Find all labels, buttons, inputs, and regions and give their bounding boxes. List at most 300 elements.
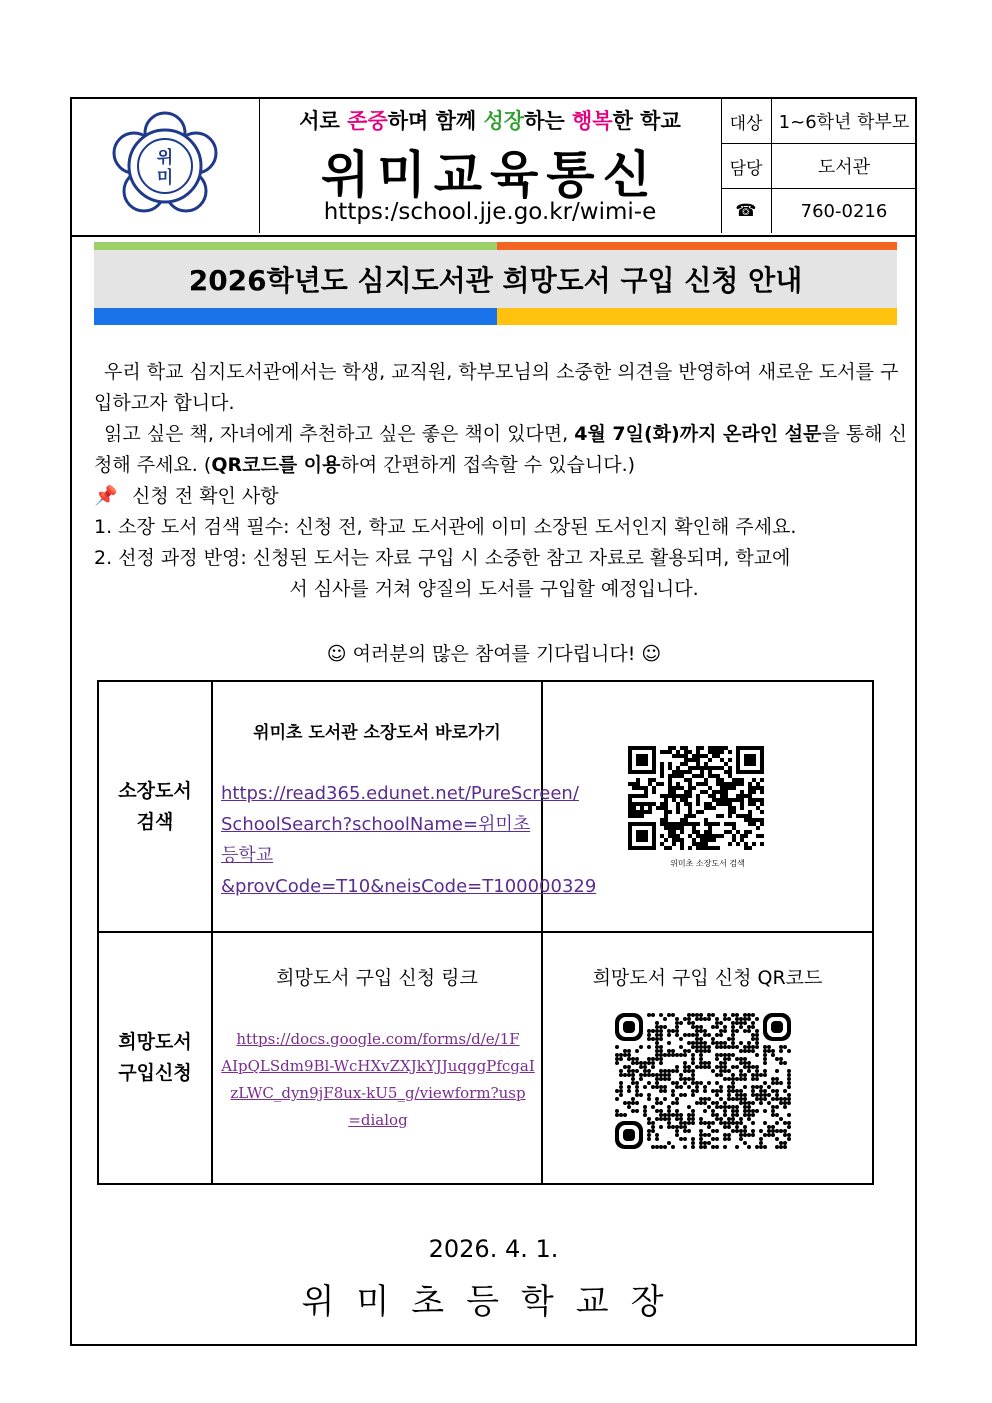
qr-module [680,842,684,846]
qr-module [699,1041,703,1045]
qr-module [688,806,692,810]
qr-module [716,782,720,786]
qr-module [775,1057,779,1061]
qr-module [636,794,640,798]
qr-module [711,1121,715,1125]
qr-module [647,1029,651,1033]
qr-module [631,1069,635,1073]
qr-module [752,790,756,794]
qr-module [743,1049,747,1053]
qr-module [663,1077,667,1081]
qr-module [759,1089,763,1093]
qr-module [740,782,744,786]
qr-module [728,750,732,754]
qr-module [647,1069,651,1073]
qr-module [647,1073,651,1077]
qr-module [760,822,764,826]
qr-module [707,1033,711,1037]
qr-module [715,1101,719,1105]
link-line[interactable]: https://docs.google.com/forms/d/e/1F [236,1030,520,1048]
qr-module [655,1033,659,1037]
qr-module [724,794,728,798]
request-link[interactable] [217,1026,539,1134]
qr-module [660,750,664,754]
qr-module [727,1133,731,1137]
qr-module [655,1025,659,1029]
qr-module [719,1097,723,1101]
qr-module [760,810,764,814]
qr-module [720,814,724,818]
qr-module [740,834,744,838]
qr-module [676,786,680,790]
qr-module [680,826,684,830]
qr-module [672,746,676,750]
qr-module [724,798,728,802]
school-slogan [259,105,721,135]
qr-module [747,1029,751,1033]
qr-module [671,1113,675,1117]
qr-module [719,1085,723,1089]
qr-module [691,1057,695,1061]
qr-module [684,754,688,758]
qr-module [760,802,764,806]
qr-module [655,1097,659,1101]
qr-module [631,1081,635,1085]
qr-module [767,1125,771,1129]
qr-module [668,794,672,798]
qr-module [755,1145,759,1149]
qr-module [779,1129,783,1133]
qr-module [735,1121,739,1125]
qr-module [623,1053,627,1057]
qr-module [671,1145,675,1149]
qr-module [639,1065,643,1069]
qr-module [723,1041,727,1045]
qr-module [787,1049,791,1053]
qr-module [679,1117,683,1121]
issue-date: 2026. 4. 1. [428,1235,559,1263]
qr-module [731,1109,735,1113]
principal-signature: 위미초등학교장 [301,1282,686,1322]
qr-module [696,846,700,850]
qr-module [660,818,664,822]
qr-module [727,1137,731,1141]
qr-module [656,806,660,810]
qr-module [732,782,736,786]
qr-module [732,806,736,810]
qr-module [759,1129,763,1133]
qr-module [708,794,712,798]
qr-module [723,1101,727,1105]
qr-module [659,1145,663,1149]
qr-module [680,746,684,750]
qr-module [740,814,744,818]
qr-module [783,1129,787,1133]
qr-module [763,1133,767,1137]
qr-module [655,1133,659,1137]
qr-module [755,1073,759,1077]
qr-module [695,1029,699,1033]
qr-module [615,1045,619,1049]
qr-module [732,822,736,826]
qr-module [736,842,740,846]
qr-module [639,1093,643,1097]
qr-module [684,814,688,818]
qr-module [775,1121,779,1125]
qr-module [672,790,676,794]
qr-module [763,1121,767,1125]
qr-module [708,834,712,838]
qr-module [747,1061,751,1065]
qr-module [683,1137,687,1141]
qr-module [668,774,672,778]
newsletter-header [72,99,915,237]
qr-module [631,1061,635,1065]
qr-module [720,798,724,802]
qr-module [647,1045,651,1049]
qr-module [675,1081,679,1085]
qr-module [672,826,676,830]
qr-module [731,1085,735,1089]
qr-module [771,1077,775,1081]
qr-module [640,786,644,790]
qr-module [787,1121,791,1125]
qr-module [731,1029,735,1033]
qr-module [720,782,724,786]
qr-module [712,766,716,770]
qr-module [660,770,664,774]
qr-module [720,794,724,798]
holdings-qr-code[interactable] [628,746,766,852]
qr-module [723,1017,727,1021]
qr-module [687,1129,691,1133]
qr-module [763,1045,767,1049]
qr-module [643,1073,647,1077]
qr-module [619,1053,623,1057]
qr-module [695,1013,699,1017]
qr-module [623,1113,627,1117]
holdings-link-cell [213,682,597,933]
qr-module [715,1021,719,1025]
qr-module [619,1057,623,1061]
qr-module [716,846,720,850]
qr-module [736,798,740,802]
link-line[interactable]: SchoolSearch?schoolName=위미초등학교 [221,814,531,866]
qr-module [727,1121,731,1125]
qr-module [672,798,676,802]
qr-module [699,1061,703,1065]
qr-module [724,782,728,786]
qr-module [716,798,720,802]
qr-module [747,1017,751,1021]
qr-module [691,1113,695,1117]
qr-module [683,1081,687,1085]
qr-module [748,846,752,850]
qr-module [659,1113,663,1117]
qr-module [676,794,680,798]
qr-module [727,1089,731,1093]
qr-module [708,786,712,790]
qr-module [763,1093,767,1097]
qr-module [731,1129,735,1133]
qr-module [707,1097,711,1101]
qr-module [659,1117,663,1121]
qr-module [699,1029,703,1033]
qr-module [715,1041,719,1045]
qr-module [659,1101,663,1105]
link-line[interactable]: AIpQLSdm9Bl-WcHXvZXJkYJJuqggPfcgaI [221,1057,535,1075]
qr-module [651,1121,655,1125]
qr-module [688,766,692,770]
qr-module [771,1049,775,1053]
qr-module [743,1065,747,1069]
qr-module [699,1117,703,1121]
qr-module [779,1117,783,1121]
label-line: 희망도서 [118,1031,192,1053]
qr-module [660,766,664,770]
qr-module [703,1065,707,1069]
qr-module [735,1105,739,1109]
qr-module [716,834,720,838]
qr-module [708,770,712,774]
qr-module [711,1101,715,1105]
qr-module [771,1109,775,1113]
qr-module [707,1105,711,1109]
request-paragraph [94,419,909,481]
qr-module [723,1105,727,1109]
slogan-part: 한 학교 [612,109,681,133]
qr-module [667,1073,671,1077]
qr-module [664,794,668,798]
qr-module [708,774,712,778]
link-line[interactable]: https://read365.edunet.net/PureScreen/ [221,783,579,804]
qr-module [763,1097,767,1101]
qr-module [723,1065,727,1069]
qr-module [763,1061,767,1065]
qr-module [728,842,732,846]
qr-module [787,1097,791,1101]
qr-module [668,846,672,850]
qr-module [755,1093,759,1097]
qr-module [700,770,704,774]
qr-module [655,1081,659,1085]
qr-module [775,1093,779,1097]
qr-module [675,1097,679,1101]
qr-module [684,758,688,762]
qr-module [783,1133,787,1137]
qr-module [663,1085,667,1089]
holdings-qr-cell [543,682,872,933]
qr-module [744,794,748,798]
qr-module [763,1145,767,1149]
qr-module [787,1073,791,1077]
qr-module [763,1049,767,1053]
qr-module [675,1109,679,1113]
qr-module [767,1133,771,1137]
qr-module [744,814,748,818]
qr-module [787,1081,791,1085]
qr-module [716,802,720,806]
qr-module [771,1113,775,1117]
qr-module [735,1125,739,1129]
qr-module [719,1029,723,1033]
qr-module [659,1109,663,1113]
label-line: 소장도서 [118,779,192,802]
qr-module [744,834,748,838]
request-qr-code[interactable] [615,1013,791,1151]
qr-module [699,1137,703,1141]
qr-module [660,774,664,778]
holdings-link[interactable] [221,778,597,902]
qr-module [779,1049,783,1053]
qr-module [712,806,716,810]
smile-icon: ☺ [641,643,662,665]
qr-module [763,1081,767,1085]
link-line[interactable]: &provCode=T10&neisCode=T100000329 [221,876,597,897]
qr-module [667,1029,671,1033]
qr-module [727,1105,731,1109]
qr-module [748,782,752,786]
qr-module [655,1073,659,1077]
qr-module [688,758,692,762]
qr-module [720,758,724,762]
qr-module [664,750,668,754]
qr-module [707,1065,711,1069]
qr-module [667,1109,671,1113]
qr-module [743,1013,747,1017]
qr-module [659,1053,663,1057]
qr-module [704,830,708,834]
qr-module [732,838,736,842]
link-line[interactable]: zLWC_dyn9jF8ux-kU5_g/viewform?usp [230,1084,526,1102]
qr-module [676,802,680,806]
qr-module [735,1021,739,1025]
qr-module [687,1065,691,1069]
qr-module [671,1013,675,1017]
qr-module [688,822,692,826]
qr-module [708,822,712,826]
qr-module [648,806,652,810]
qr-module [787,1137,791,1141]
qr-module [663,1097,667,1101]
qr-module [635,1061,639,1065]
qr-module [703,1109,707,1113]
check-item-1: 1. 소장 도서 검색 필수: 신청 전, 학교 도서관에 이미 소장된 도서인지 확인해 주세요. [94,516,797,538]
qr-module [732,810,736,814]
qr-module [667,1013,671,1017]
qr-module [731,1077,735,1081]
qr-module [623,1073,627,1077]
qr-module [695,1041,699,1045]
qr-module [683,1065,687,1069]
holdings-heading: 위미초 도서관 소장도서 바로가기 [253,723,501,743]
link-line[interactable]: =dialog [348,1111,408,1129]
qr-module [763,1057,767,1061]
qr-module [743,1101,747,1105]
qr-module [719,1121,723,1125]
qr-module [747,1013,751,1017]
qr-module [675,1053,679,1057]
qr-module [668,822,672,826]
qr-module [716,774,720,778]
qr-module [660,834,664,838]
qr-module [692,766,696,770]
qr-module [708,830,712,834]
qr-module [720,778,724,782]
qr-module [739,1017,743,1021]
qr-module [728,786,732,790]
qr-module [679,1113,683,1117]
request-qr-cell [543,933,872,1183]
qr-module [728,814,732,818]
qr-module [667,1033,671,1037]
qr-finder [623,1129,635,1141]
qr-module [684,750,688,754]
qr-module [739,1121,743,1125]
qr-module [703,1141,707,1145]
qr-module [680,798,684,802]
qr-module [747,1113,751,1117]
qr-module [691,1073,695,1077]
qr-module [664,814,668,818]
qr-module [699,1101,703,1105]
qr-module [684,762,688,766]
qr-module [647,1121,651,1125]
qr-module [676,750,680,754]
qr-module [771,1105,775,1109]
qr-module [619,1073,623,1077]
qr-module [756,818,760,822]
school-url[interactable]: https:/school.jje.go.kr/wimi-e [323,199,657,225]
qr-module [683,1125,687,1129]
qr-module [719,1105,723,1109]
qr-module [651,1129,655,1133]
qr-module [783,1145,787,1149]
qr-module [740,790,744,794]
qr-module [748,798,752,802]
qr-module [735,1057,739,1061]
qr-module [680,774,684,778]
qr-module [715,1117,719,1121]
qr-module [635,1057,639,1061]
qr-module [663,1145,667,1149]
qr-module [715,1145,719,1149]
qr-module [683,1017,687,1021]
qr-module [735,1017,739,1021]
qr-module [684,778,688,782]
qr-module [760,790,764,794]
qr-module [628,798,632,802]
qr-module [739,1049,743,1053]
qr-module [783,1105,787,1109]
qr-module [747,1133,751,1137]
qr-module [668,786,672,790]
qr-module [683,1129,687,1133]
svg-text:미: 미 [156,168,174,188]
qr-module [759,1141,763,1145]
phone-icon: ☎ [721,189,772,233]
qr-module [723,1113,727,1117]
qr-module [723,1029,727,1033]
qr-module [779,1101,783,1105]
qr-module [655,1109,659,1113]
qr-module [668,778,672,782]
qr-module [651,1037,655,1041]
qr-module [724,762,728,766]
qr-module [715,1065,719,1069]
qr-module [648,810,652,814]
qr-module [628,814,632,818]
